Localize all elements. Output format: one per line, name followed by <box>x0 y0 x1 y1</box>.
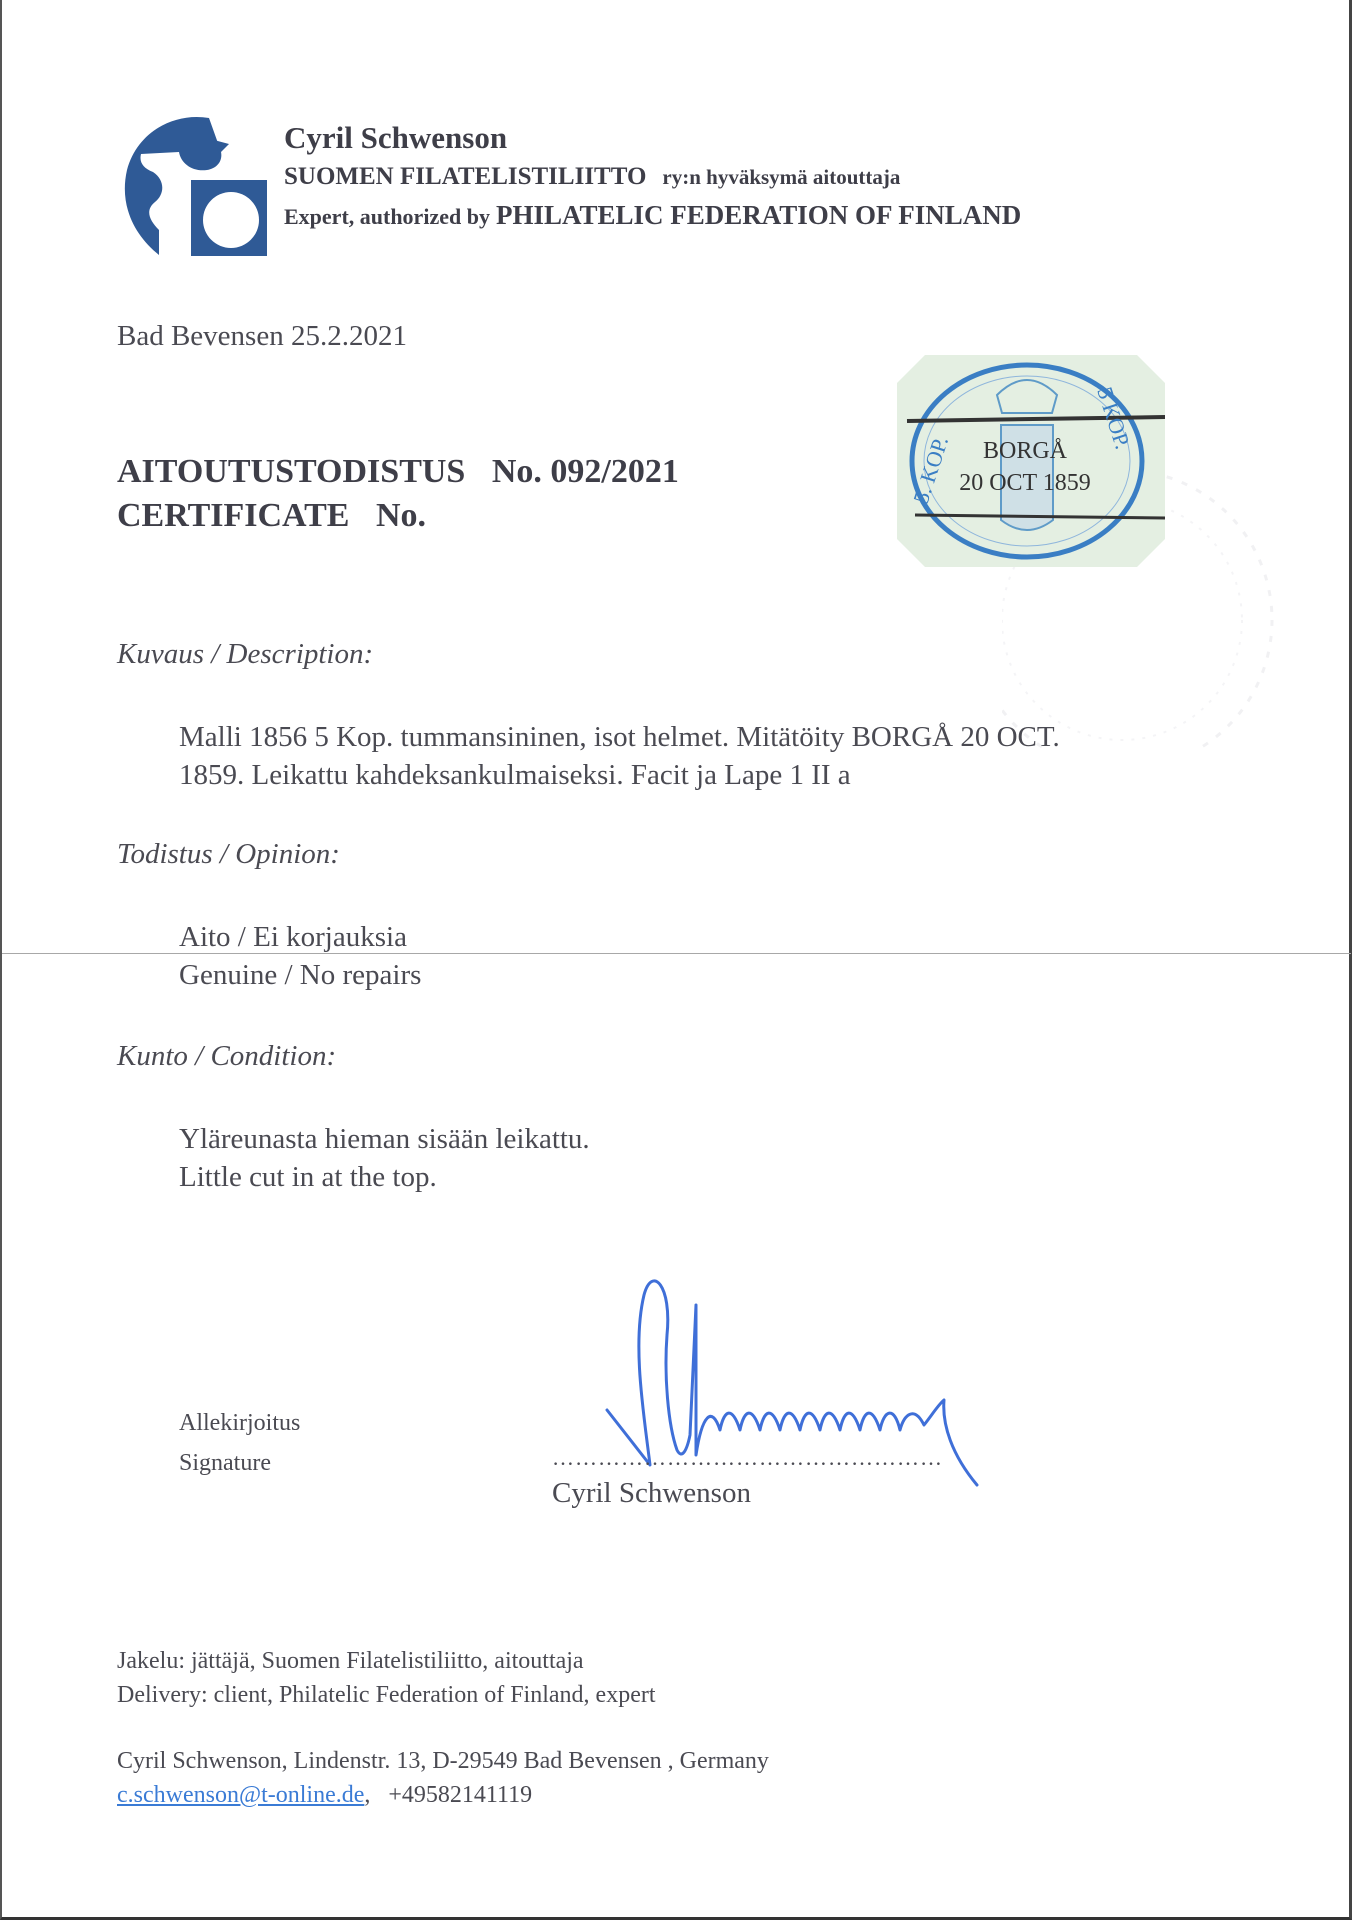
postmark-town: BORGÅ <box>982 438 1068 464</box>
phone-number: +49582141119 <box>388 1782 533 1808</box>
address: Cyril Schwenson, Lindenstr. 13, D-29549 Bad Bevensen , Germany <box>117 1748 769 1774</box>
signature-line: …………………………………………… <box>552 1445 943 1470</box>
stamp-image <box>897 355 1165 567</box>
condition-text <box>179 1120 590 1196</box>
opinion-label: Todistus / Opinion: <box>117 838 340 870</box>
expert-name: Cyril Schwenson <box>284 120 508 155</box>
email-link[interactable]: c.schwenson@t-online.de <box>117 1782 365 1808</box>
signature-label-en: Signature <box>179 1450 271 1476</box>
delivery-en: Delivery: client, Philatelic Federation of Finland, expert <box>117 1682 656 1708</box>
postmark-date: 20 OCT 1859 <box>959 470 1091 496</box>
federation-line <box>284 163 900 191</box>
delivery-fi: Jakelu: jättäjä, Suomen Filatelistiliitto, aitouttaja <box>117 1648 584 1674</box>
certificate-number: 092/2021 <box>550 453 679 490</box>
condition-label: Kunto / Condition: <box>117 1040 337 1072</box>
certificate-number-label: No. <box>491 453 542 490</box>
description-text <box>179 718 1060 794</box>
opinion-line: Genuine / No repairs <box>179 959 422 991</box>
paper-fold-line <box>2 953 1351 954</box>
stamp-value-left: 5. KOP. <box>907 433 954 507</box>
federation-fi: SUOMEN FILATELISTILIITTO <box>284 163 647 190</box>
approved-fi: ry:n hyväksymä aitouttaja <box>662 165 901 189</box>
certificate-title <box>117 450 679 538</box>
signatory-name: Cyril Schwenson <box>552 1477 751 1509</box>
federation-en: PHILATELIC FEDERATION OF FINLAND <box>495 200 1022 230</box>
condition-line: Yläreunasta hieman sisään leikattu. <box>179 1123 590 1155</box>
expert-prefix: Expert, authorized by <box>284 204 490 229</box>
certificate-title-en: CERTIFICATE <box>117 497 350 534</box>
contact-separator: , <box>364 1782 371 1808</box>
signature-label-fi: Allekirjoitus <box>179 1410 301 1436</box>
certificate-title-en-row <box>117 494 679 538</box>
contact-line <box>117 1782 532 1809</box>
description-line: Malli 1856 5 Kop. tummansininen, isot helmet. Mitätöity BORGÅ 20 OCT. <box>179 721 1060 753</box>
certificate-number-label-en: No. <box>375 497 427 534</box>
opinion-line: Aito / Ei korjauksia <box>179 921 407 953</box>
federation-logo-icon <box>119 110 271 258</box>
authorization-line <box>284 200 1021 231</box>
place-date: Bad Bevensen 25.2.2021 <box>117 320 407 352</box>
condition-line: Little cut in at the top. <box>179 1161 437 1193</box>
certificate-title-fi: AITOUTUSTODISTUS <box>117 453 466 490</box>
description-line: 1859. Leikattu kahdeksankulmaiseksi. Facit ja Lape 1 II a <box>179 759 851 791</box>
description-label: Kuvaus / Description: <box>117 638 374 670</box>
opinion-text <box>179 918 421 994</box>
certificate-title-fi-row <box>117 450 679 494</box>
stamp-value-right: 5 KOP. <box>1092 383 1136 453</box>
